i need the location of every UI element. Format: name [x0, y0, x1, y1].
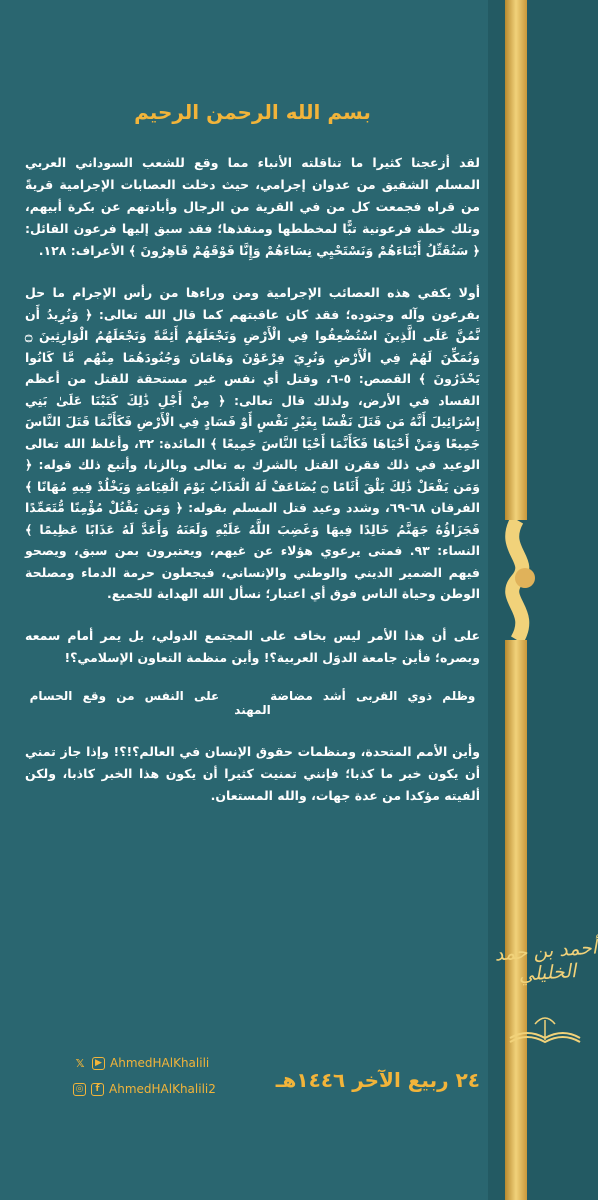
article-body: [25, 100, 480, 827]
poem-second-hemistich: على النفس من وقع الحسام المهند: [29, 688, 271, 717]
hand-knot-icon: [495, 520, 539, 640]
poem-verse: [25, 689, 480, 717]
social-handle-2[interactable]: AhmedHAlKhalili2: [109, 1082, 216, 1096]
instagram-icon[interactable]: ◎: [73, 1083, 86, 1096]
social-handle-1[interactable]: AhmedHAlKhalili: [110, 1056, 210, 1070]
paragraph-2: أولا يكفي هذه العصائب الإجرامية ومن وراءها من رأس الإجرام ما حل بفرعون وآله وجنوده؛ فقد كان عاقبتهم كما قال الله تعالى: ﴿ وَنُرِيدُ أَن نَّمُنَّ عَلَى الَّذِينَ اسْتُضْعِفُوا فِي الْأَرْضِ وَنَجْعَلَهُمْ أَئِمَّةً وَنَجْعَلَهُمُ الْوَارِثِينَ ۝ وَنُمَكِّنَ لَهُمْ فِي الْأَرْضِ وَنُرِيَ فِرْعَوْنَ وَهَامَانَ وَجُنُودَهُمَا مِنْهُم مَّا كَانُوا يَحْذَرُونَ ﴾ القصص: ٥-٦، وقتل أي نفس غير مستحقة للقتل من أعظم الفساد في الأرض، ولذلك قال تعالى: ﴿ مِنْ أَجْلِ ذَٰلِكَ كَتَبْنَا عَلَىٰ بَنِي إِسْرَائِيلَ أَنَّهُ مَن قَتَلَ نَفْسًا بِغَيْرِ نَفْسٍ أَوْ فَسَادٍ فِي الْأَرْضِ فَكَأَنَّمَا قَتَلَ النَّاسَ جَمِيعًا وَمَنْ أَحْيَاهَا فَكَأَنَّمَا أَحْيَا النَّاسَ جَمِيعًا ﴾ المائدة: ٣٢، وأغلظ الله تعالى الوعيد في ذلك فقرن القتل بالشرك به تعالى وبالزنا، وأتبع ذلك قوله: ﴿ وَمَن يَفْعَلْ ذَٰلِكَ يَلْقَ أَثَامًا ۝ يُضَاعَفْ لَهُ الْعَذَابُ يَوْمَ الْقِيَامَةِ وَيَخْلُدْ فِيهِ مُهَانًا ﴾ الفرقان ٦٨-٦٩، وشدد وعيد قتل المسلم بقوله: ﴿ وَمَن يَقْتُلْ مُؤْمِنًا مُّتَعَمِّدًا فَجَزَاؤُهُ جَهَنَّمُ خَالِدًا فِيهَا وَغَضِبَ اللَّهُ عَلَيْهِ وَلَعَنَهُ وَأَعَدَّ لَهُ عَذَابًا عَظِيمًا ﴾ النساء: ٩٣. فمتى يرعوي هؤلاء عن غيهم، ويعتبرون بمن سبق، ويصحو فيهم الضمير الديني والوطني والإنساني، فيجعلون حرمة الدماء ومصلحة الوطن وحياة الناس فوق أي اعتبار؛ نسأل الله الهداية للجميع.: [25, 285, 480, 601]
gold-ribbon-top: [505, 0, 527, 520]
poem-first-hemistich: وظلم ذوي القربى أشد مضاضة: [270, 688, 476, 703]
social-row-2[interactable]: [73, 1076, 216, 1102]
gold-ribbon-bottom: [505, 640, 527, 1200]
signature: أحمد بن حمد الخليلي: [493, 936, 598, 986]
footer: [25, 1050, 480, 1130]
facebook-icon[interactable]: f: [91, 1083, 104, 1096]
open-book-icon: [505, 1010, 585, 1050]
hijri-date: ٢٤ ربيع الآخر ١٤٤٦هـ: [275, 1068, 480, 1092]
paragraph-1: لقد أزعجنا كثيرا ما تناقلته الأنباء مما وقع للشعب السوداني العربي المسلم الشقيق من عدوان إجرامي، حيث دخلت العصابات الإجرامية قريةً من قراه فجمعت كل من في القرية من الرجال وأبادتهم عن بكرة أبيهم، وتلك خطة فرعونية تبًّا لمخططها ومنفذها؛ فقد سبق إليها فرعون القائل: ﴿ سَنُقَتِّلُ أَبْنَاءَهُمْ وَنَسْتَحْيِي نِسَاءَهُمْ وَإِنَّا فَوْقَهُمْ قَاهِرُونَ ﴾ الأعراف: ١٢٨.: [25, 155, 480, 258]
paragraph-4: وأين الأمم المتحدة، ومنظمات حقوق الإنسان في العالم؟!؟! وإذا جاز تمني أن يكون خبر ما كذبا؛ فإنني تمنيت كثيرا أن يكون هذا الخبر كاذبا، ولكن ألفيته مؤكدا من عدة جهات، والله المستعان.: [25, 743, 480, 803]
paragraph-3: على أن هذا الأمر ليس بخاف على المجتمع الدولي، بل يمر أمام سمعه وبصره؛ فأين جامعة الدوَل العربية؟! وأين منظمة التعاون الإسلامي؟!: [25, 627, 480, 665]
youtube-icon[interactable]: ▶: [92, 1057, 105, 1070]
social-links: [73, 1050, 216, 1102]
basmala-heading: بسم الله الرحمن الرحيم: [134, 100, 371, 124]
social-row-1[interactable]: [73, 1050, 216, 1076]
x-icon[interactable]: 𝕏: [75, 1056, 85, 1070]
